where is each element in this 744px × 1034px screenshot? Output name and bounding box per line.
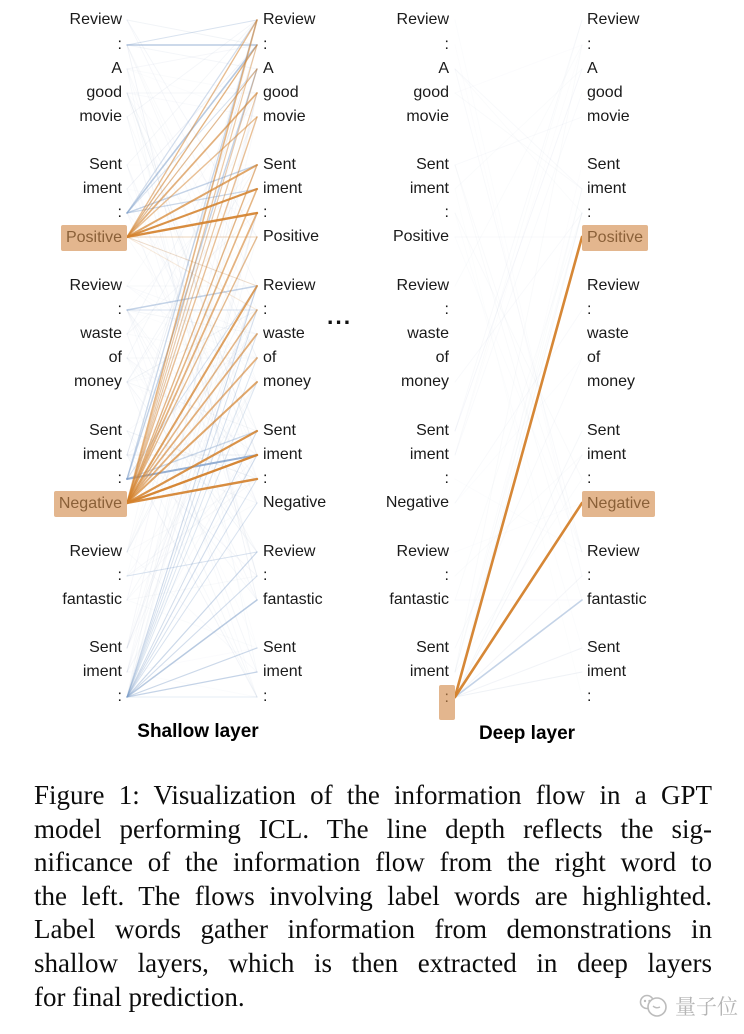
caption-line: Figure 1: Visualization of the information flow in a GPT <box>34 780 712 810</box>
deep-layer-label: Deep layer <box>478 723 576 744</box>
token-shallow-right-sent: Sent <box>263 639 296 656</box>
token-deep-left-positive: Positive <box>392 228 449 245</box>
token-shallow-right-colon: : <box>263 688 268 705</box>
token-shallow-right-sent: Sent <box>263 422 296 439</box>
token-deep-left-review: Review <box>396 543 449 560</box>
token-shallow-right-fantastic: fantastic <box>263 591 323 608</box>
shallow-layer-label: Shallow layer <box>137 721 259 742</box>
token-shallow-left-good: good <box>86 84 122 101</box>
token-deep-right-sent: Sent <box>587 422 620 439</box>
ellipsis-between-panels: ... <box>327 303 353 329</box>
token-shallow-left-review: Review <box>69 11 122 28</box>
token-shallow-left-movie: movie <box>79 108 122 125</box>
token-deep-right-money: money <box>587 373 636 390</box>
token-shallow-right-movie: movie <box>263 108 306 125</box>
token-deep-right-iment: iment <box>587 663 627 680</box>
caption-line: for final prediction. <box>34 981 245 1012</box>
figure-caption <box>34 779 712 1014</box>
token-deep-right-iment: iment <box>587 446 627 463</box>
caption-line: shallow layers, which is then extracted in deep layers <box>34 947 712 978</box>
token-deep-right-review: Review <box>587 277 640 294</box>
token-shallow-left-review: Review <box>69 277 122 294</box>
token-shallow-right-waste: waste <box>263 325 305 342</box>
token-shallow-left-colon: : <box>117 567 122 584</box>
token-deep-right-fantastic: fantastic <box>587 591 647 608</box>
token-shallow-right-a: A <box>263 60 274 77</box>
token-shallow-right-colon: : <box>263 36 268 53</box>
token-shallow-left-waste: waste <box>80 325 122 342</box>
token-deep-left-colon: : <box>444 567 449 584</box>
token-shallow-right-positive: Positive <box>263 228 320 245</box>
token-shallow-right-money: money <box>263 373 312 390</box>
caption-line: the left. The flows involving label words are highlighted. <box>34 880 712 911</box>
token-deep-left-iment: iment <box>409 446 449 463</box>
token-deep-right-negative: Negative <box>582 491 655 517</box>
token-deep-right-colon: : <box>587 567 592 584</box>
token-shallow-left-negative: Negative <box>54 491 127 517</box>
token-deep-right-sent: Sent <box>587 156 620 173</box>
token-deep-right-of: of <box>587 349 601 366</box>
token-shallow-right-review: Review <box>263 277 316 294</box>
token-deep-right-sent: Sent <box>587 639 620 656</box>
token-shallow-right-colon: : <box>263 301 268 318</box>
token-shallow-left-iment: iment <box>82 663 122 680</box>
token-deep-right-positive: Positive <box>582 225 648 251</box>
token-deep-right-colon: : <box>587 301 592 318</box>
token-deep-left-sent: Sent <box>416 422 449 439</box>
watermark-text: 量子位 <box>675 996 738 1019</box>
token-deep-left-waste: waste <box>407 325 449 342</box>
token-shallow-right-colon: : <box>263 567 268 584</box>
token-deep-right-iment: iment <box>587 180 627 197</box>
token-shallow-left-sent: Sent <box>89 156 122 173</box>
caption-line: nificance of the information flow from the right word to <box>34 847 712 878</box>
token-deep-right-review: Review <box>587 11 640 28</box>
qbitai-logo-icon <box>637 993 671 1019</box>
token-deep-left-review: Review <box>396 277 449 294</box>
token-deep-left-negative: Negative <box>385 494 449 511</box>
token-deep-right-waste: waste <box>587 325 629 342</box>
token-shallow-right-colon: : <box>263 470 268 487</box>
token-shallow-left-review: Review <box>69 543 122 560</box>
token-deep-left-iment: iment <box>409 663 449 680</box>
token-shallow-left-colon: : <box>117 688 122 705</box>
token-deep-right-review: Review <box>587 543 640 560</box>
token-deep-right-good: good <box>587 84 623 101</box>
token-shallow-left-of: of <box>108 349 122 366</box>
token-deep-left-money: money <box>400 373 449 390</box>
token-shallow-right-good: good <box>263 84 299 101</box>
token-deep-left-colon: : <box>444 204 449 221</box>
token-deep-left-sent: Sent <box>416 156 449 173</box>
token-deep-left-iment: iment <box>409 180 449 197</box>
token-shallow-right-negative: Negative <box>263 494 327 511</box>
token-shallow-left-iment: iment <box>82 446 122 463</box>
token-shallow-left-iment: iment <box>82 180 122 197</box>
token-deep-right-colon: : <box>587 36 592 53</box>
token-shallow-left-money: money <box>73 373 122 390</box>
token-shallow-right-iment: iment <box>263 446 303 463</box>
token-deep-left-review: Review <box>396 11 449 28</box>
caption-line: model performing ICL. The line depth reflects the sig- <box>34 813 712 844</box>
token-deep-right-colon: : <box>587 688 592 705</box>
token-shallow-left-colon: : <box>117 204 122 221</box>
token-deep-left-a: A <box>438 60 449 77</box>
token-deep-left-movie: movie <box>406 108 449 125</box>
token-deep-right-movie: movie <box>587 108 630 125</box>
token-deep-left-sent: Sent <box>416 639 449 656</box>
token-deep-right-a: A <box>587 60 598 77</box>
token-deep-left-of: of <box>435 349 449 366</box>
token-shallow-left-positive: Positive <box>61 225 127 251</box>
token-shallow-left-sent: Sent <box>89 422 122 439</box>
token-shallow-right-iment: iment <box>263 180 303 197</box>
token-shallow-left-colon: : <box>117 470 122 487</box>
caption-line: Label words gather information from demonstrations in <box>34 914 712 945</box>
token-deep-left-colon: : <box>439 685 455 720</box>
token-shallow-right-review: Review <box>263 543 316 560</box>
watermark <box>637 991 738 1021</box>
token-shallow-left-fantastic: fantastic <box>62 591 122 608</box>
token-shallow-right-iment: iment <box>263 663 303 680</box>
token-shallow-right-sent: Sent <box>263 156 296 173</box>
token-deep-right-colon: : <box>587 204 592 221</box>
token-shallow-right-review: Review <box>263 11 316 28</box>
token-deep-left-colon: : <box>444 470 449 487</box>
token-shallow-left-a: A <box>111 60 122 77</box>
token-deep-left-good: good <box>413 84 449 101</box>
token-shallow-left-sent: Sent <box>89 639 122 656</box>
token-deep-left-fantastic: fantastic <box>389 591 449 608</box>
token-shallow-right-colon: : <box>263 204 268 221</box>
token-shallow-left-colon: : <box>117 36 122 53</box>
token-deep-left-colon: : <box>444 301 449 318</box>
token-deep-left-colon: : <box>444 36 449 53</box>
token-shallow-right-of: of <box>263 349 277 366</box>
token-deep-right-colon: : <box>587 470 592 487</box>
token-shallow-left-colon: : <box>117 301 122 318</box>
